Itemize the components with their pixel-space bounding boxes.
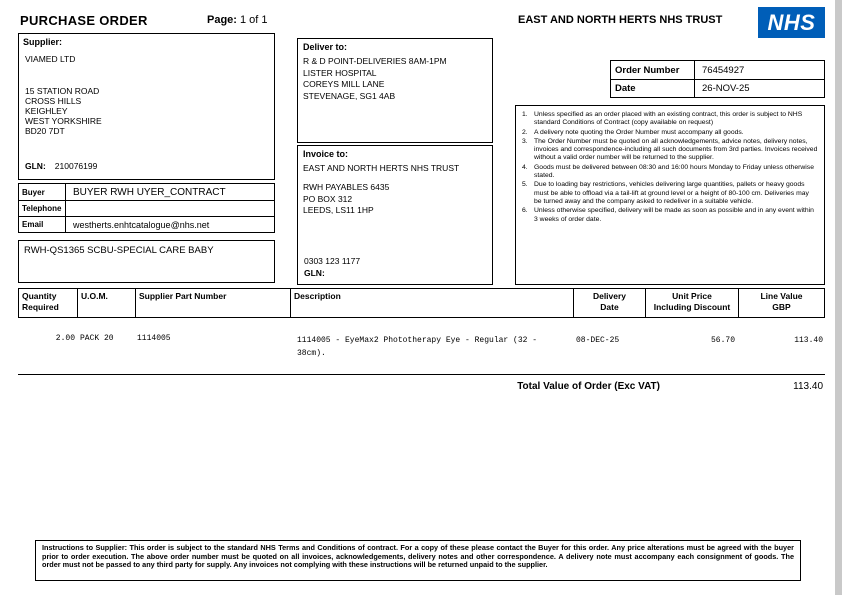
column-header-line: Including Discount (653, 301, 731, 312)
term-number: 6. (522, 207, 528, 215)
buyer-label: Buyer (19, 184, 66, 200)
column-header-line: Quantity (22, 291, 57, 301)
invoice-gln-label: GLN: (304, 268, 325, 278)
invoice-to-name: EAST AND NORTH HERTS NHS TRUST (303, 163, 460, 173)
column-header-description (291, 289, 574, 317)
term-item (522, 207, 818, 224)
order-date-row (611, 79, 824, 97)
term-number: 2. (522, 128, 528, 136)
column-header-line: Delivery (592, 291, 627, 301)
deliver-to-line: LISTER HOSPITAL (303, 67, 377, 78)
column-header-uom (78, 289, 136, 317)
column-header-line: U.O.M. (81, 291, 108, 301)
page-value: 1 of 1 (239, 14, 268, 26)
email-row (19, 216, 274, 232)
supplier-name: VIAMED LTD (25, 54, 76, 64)
nhs-logo-text: NHS (767, 9, 816, 35)
deliver-to-line: STEVENAGE, SG1 4AB (303, 90, 396, 101)
term-item (522, 164, 818, 181)
column-header-line: Supplier Part Number (139, 291, 227, 301)
telephone-value (66, 201, 274, 216)
supplier-address-line: KEIGHLEY (25, 106, 68, 116)
order-total-label: Total Value of Order (Exc VAT) (517, 381, 660, 392)
column-header-line: GBP (772, 301, 791, 312)
invoice-to-address (303, 182, 487, 217)
line-item-part-number: 1114005 (137, 334, 171, 343)
term-number: 5. (522, 181, 528, 189)
order-number-row (611, 61, 824, 79)
invoice-phone: 0303 123 1177 (304, 256, 361, 266)
document-title: PURCHASE ORDER (20, 13, 148, 28)
order-date-value: 26-NOV-25 (702, 83, 750, 94)
buyer-value: BUYER RWH UYER_CONTRACT (73, 186, 226, 198)
buyer-table (18, 183, 275, 233)
invoice-to-line: LEEDS, LS11 1HP (303, 205, 374, 215)
supplier-address (25, 86, 102, 136)
buyer-row (19, 184, 274, 200)
deliver-to-box (297, 38, 493, 143)
term-text: Goods must be delivered between 08:30 and 16:00 hours Monday to Friday unless otherwise stated. (534, 163, 814, 180)
supplier-gln (25, 161, 97, 171)
term-item (522, 138, 818, 163)
supplier-address-line: 15 STATION ROAD (25, 86, 100, 96)
column-header-line-value (739, 289, 824, 317)
page-indicator (207, 14, 268, 26)
invoice-to-box (297, 145, 493, 285)
terms-box (515, 105, 825, 285)
email-value: westherts.enhtcatalogue@nhs.net (73, 219, 210, 230)
supplier-address-line: BD20 7DT (25, 126, 65, 136)
term-text: Due to loading bay restrictions, vehicles delivering large quantities, pallets or heavy goods must be able to offload via a tail-lift at ground level or a height of 80-100 cm. Deliveries may be turned away and the company asked to redeliver in a suitable vehicle. (534, 181, 809, 205)
term-number: 3. (522, 137, 528, 145)
term-number: 4. (522, 163, 528, 171)
supplier-label: Supplier: (23, 37, 63, 47)
deliver-to-line: R & D POINT-DELIVERIES 8AM-1PM (303, 56, 447, 66)
column-header-quantity (19, 289, 78, 317)
order-reference-box (18, 240, 275, 283)
supplier-address-line: WEST YORKSHIRE (25, 116, 102, 126)
page-label: Page: (207, 14, 237, 26)
term-item (522, 181, 818, 206)
line-item-description: 1114005 - EyeMax2 Phototherapy Eye - Regular (32 - (297, 336, 538, 345)
supplier-address-line: CROSS HILLS (25, 96, 82, 106)
term-item (522, 111, 818, 128)
nhs-logo (758, 7, 825, 38)
order-number-label: Order Number (611, 61, 695, 79)
column-header-unit-price (646, 289, 739, 317)
term-item (522, 129, 818, 137)
email-label: Email (19, 217, 66, 232)
trust-name: EAST AND NORTH HERTS NHS TRUST (518, 14, 723, 26)
column-header-line: Date (600, 301, 619, 312)
term-text: The Order Number must be quoted on all acknowledgements, advice notes, delivery notes, invoices and correspondence-including all such documents from 3rd parties. Invoices received without a valid order number will be returned to the supplier. (534, 137, 818, 162)
line-item-description: 38cm). (297, 349, 326, 358)
invoice-to-line: PO BOX 312 (303, 193, 353, 204)
line-item-line-value: 113.40 (794, 336, 823, 345)
supplier-instructions-text: Instructions to Supplier: This order is subject to the standard NHS Terms and Conditions of contract. For a copy of these please contact the Buyer for this order. Any price alterations must be agreed with the buyer prior to order execution. The above order number must be quoted on all invoices, acknowledgements, delivery notes and other correspondence. A delivery note must accompany each consignment of goods. The order must not be passed to any third party for supply. Any invoices not complying with these instructions will be returned unpaid to the supplier. (42, 543, 794, 570)
term-text: Unless specified as an order placed with an existing contract, this order is subject to NHS standard Conditions of Contract (copy available on request) (534, 111, 803, 127)
column-header-line: Unit Price (672, 291, 712, 301)
column-header-line: Required (22, 301, 59, 312)
invoice-to-line: RWH PAYABLES 6435 (303, 182, 390, 192)
line-item-uom: PACK 20 (80, 334, 114, 343)
line-item-delivery-date: 08-DEC-25 (576, 336, 620, 345)
deliver-to-line: COREYS MILL LANE (303, 79, 385, 89)
order-reference: RWH-QS1365 SCBU-SPECIAL CARE BABY (24, 245, 214, 256)
term-text: A delivery note quoting the Order Number must accompany all goods. (534, 128, 744, 136)
supplier-gln-value: 210076199 (54, 161, 98, 171)
scan-edge-artifact (835, 0, 842, 595)
invoice-to-label: Invoice to: (303, 149, 349, 159)
term-text: Unless otherwise specified, delivery will be made as soon as possible and in any event within 3 weeks of order date. (534, 207, 814, 223)
line-item-quantity: 2.00 (55, 334, 75, 343)
term-number: 1. (522, 111, 528, 118)
column-header-delivery-date (574, 289, 646, 317)
deliver-to-label: Deliver to: (303, 42, 348, 52)
column-header-line: Description (294, 291, 341, 301)
line-items-header (18, 288, 825, 318)
order-info-table (610, 60, 825, 98)
supplier-instructions-box (35, 540, 801, 581)
order-number-value: 76454927 (702, 64, 745, 76)
line-item-unit-price: 56.70 (710, 336, 735, 345)
supplier-box (18, 33, 275, 180)
supplier-gln-label: GLN: (25, 161, 46, 171)
order-date-label: Date (611, 80, 695, 97)
telephone-row (19, 200, 274, 216)
telephone-label: Telephone (19, 201, 66, 216)
total-divider (18, 374, 825, 375)
column-header-line: Line Value (760, 291, 803, 301)
order-total-value: 113.40 (793, 381, 823, 392)
deliver-to-address (303, 56, 487, 102)
column-header-part-number (136, 289, 291, 317)
